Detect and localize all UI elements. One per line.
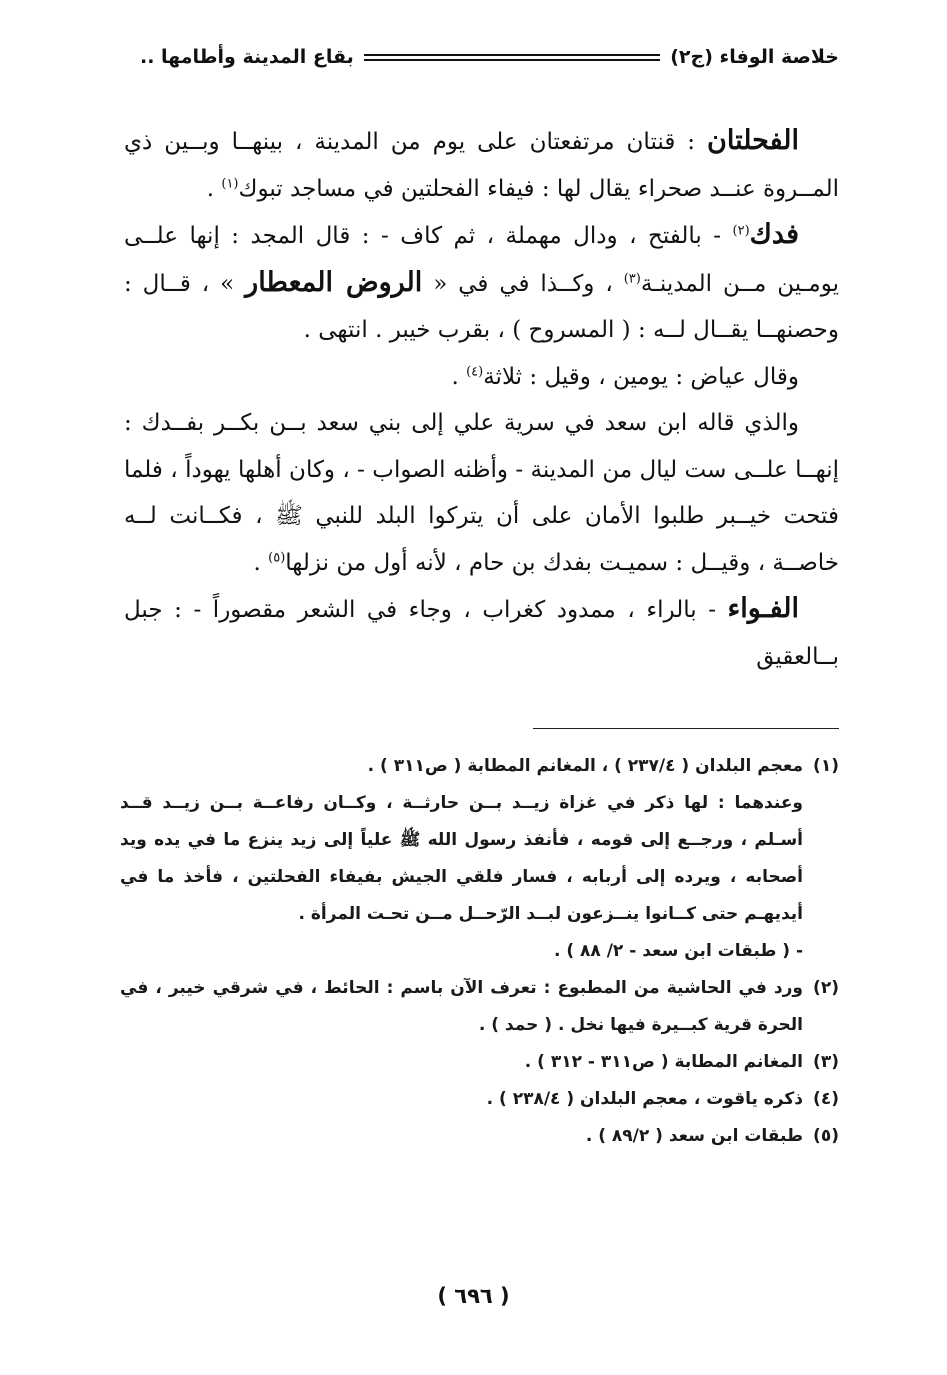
- paragraph-fawa: الفـواء - بالراء ، ممدود كغراب ، وجاء في الشعر مقصوراً - : جبل بــالعقيق: [124, 593, 839, 670]
- book-reference: الروض المعطار: [245, 266, 423, 298]
- footnote-number: (٤): [813, 1089, 839, 1109]
- paragraph-iyad: وقال عياض : يومين ، وقيل : ثلاثة$^{(٤)}$ .: [451, 363, 799, 390]
- main-text: [124, 118, 839, 680]
- paragraph-fadak: فدك$^{(٢)}$ - بالفتح ، ودال مهملة ، ثم كاف - : قال المجد : إنها علــى يومـين مــن المدينـة$^{(٣)}$ ، وكــذا في في « الروض المعطار » ، قــال : وحصنهــا يقــال لــه : ( المسروح ) ، بقرب خيبر . انتهى .: [124, 219, 840, 343]
- footnotes: [120, 748, 839, 1155]
- footnote-number: (١): [813, 756, 839, 776]
- book-title: خلاصة الوفاء (ج٢): [670, 46, 839, 68]
- paragraph-ibn-saad: والذي قاله ابن سعد في سرية علي إلى بني سعد بــن بكــر بفــدك : إنهــا علــى ست ليال من المدينة - وأظنه الصواب - ، وكان أهلها يهوداً ، فلما فتحت خيــبر طلبوا الأمان على أن يتركوا البلد للنبي ﷺ ، فكــانت لــه خاصــة ، وقيــل : سميـت بفدك بن حام ، لأنه أول من نزلها$^{(٥)}$ .: [124, 410, 839, 576]
- footnote-1-source: - ( طبقات ابن سعد - ٢/ ٨٨ ) .: [553, 941, 803, 961]
- footnote-ref: (٢): [732, 223, 750, 239]
- page-number: ( ٦٩٦ ): [437, 1284, 510, 1308]
- footnote-text: ذكره ياقوت ، معجم البلدان ( ٢٣٨/٤ ) .: [486, 1089, 803, 1109]
- footnote-separator: [533, 728, 839, 729]
- section-title: بقاع المدينة وأطامها ..: [140, 46, 354, 68]
- entry-heading: الفـواء: [727, 593, 799, 624]
- footnote-number: (٣): [813, 1052, 839, 1072]
- footnote-text: المغانم المطابة ( ص٣١١ - ٣١٢ ) .: [524, 1052, 803, 1072]
- entry-heading: فدك: [749, 219, 799, 250]
- footnote-2: [120, 970, 839, 1044]
- footnote-1: [120, 748, 839, 785]
- footnote-ref: (٣): [623, 270, 641, 286]
- footnote-number: (٢): [813, 978, 839, 998]
- footnote-text: ورد في الحاشية من المطبوع : تعرف الآن باسم : الحائط ، في شرقي خيبر ، في الحرة قرية كبــيرة فيها نخل . ( حمد ) .: [120, 978, 803, 1035]
- footnote-text: طبقات ابن سعد ( ٨٩/٢ ) .: [585, 1126, 803, 1146]
- footnote-4: [120, 1081, 839, 1118]
- footnote-ref: (٤): [466, 363, 484, 379]
- footnote-1-continuation: وعندهما : لها ذكر في غزاة زيــد بــن حارثــة ، وكــان رفاعــة بــن زيــد قــد أسـلم ، ورجــع إلى قومه ، فأنفذ رسول الله ﷺ علياً إلى زيد ينزع ما في يده ويد أصحابه ، ويرده إلى أربابه ، فسار فلقي الجيش بفيفاء الفحلتين ، فأخذ ما في أيديهـم حتى كــانوا ينــزعون لبــد الرّحــل مــن تحـت المرأة .: [120, 793, 803, 924]
- footnote-ref: (١): [221, 175, 239, 191]
- running-header: [140, 40, 839, 74]
- entry-heading: الفحلتان: [707, 125, 799, 156]
- footnote-5: [120, 1118, 839, 1155]
- footnote-ref: (٥): [268, 549, 286, 565]
- header-rule: [364, 54, 660, 61]
- footnote-number: (٥): [813, 1126, 839, 1146]
- paragraph-fahlatan: الفحلتان : قنتان مرتفعتان على يوم من المدينة ، بينهــا وبــين ذي المــروة عنــد صحراء يقال لها : فيفاء الفحلتين في مساجد تبوك$^{(١)}$ .: [124, 125, 839, 202]
- footnote-3: [120, 1044, 839, 1081]
- footnote-text: معجم البلدان ( ٢٣٧/٤ ) ، المغانم المطابة ( ص٣١١ ) .: [367, 756, 803, 776]
